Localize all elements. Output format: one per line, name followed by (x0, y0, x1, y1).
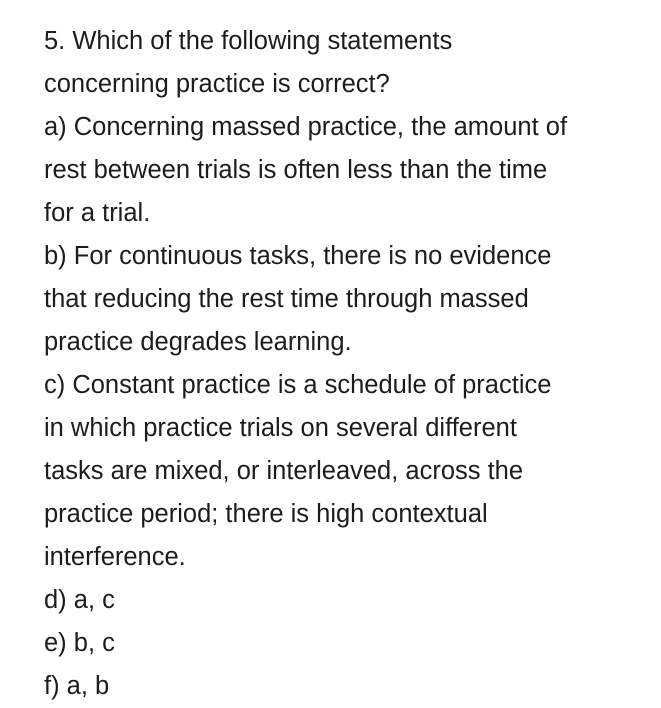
option-d: d) a, c (44, 586, 115, 614)
option-a-line-2: rest between trials is often less than the time (44, 156, 548, 184)
option-a-line-1: a) Concerning massed practice, the amount of (44, 113, 568, 141)
question-text (44, 20, 659, 708)
option-c-line-2: in which practice trials on several different (44, 414, 517, 442)
option-c-line-1: c) Constant practice is a schedule of practice (44, 371, 552, 399)
option-c-line-3: tasks are mixed, or interleaved, across the (44, 457, 524, 485)
option-b-line-2: that reducing the rest time through massed (44, 285, 529, 313)
option-f: f) a, b (44, 672, 110, 700)
question-stem-line-2: concerning practice is correct? (44, 70, 390, 98)
option-c-line-5: interference. (44, 543, 186, 571)
option-b-line-3: practice degrades learning. (44, 328, 352, 356)
option-c-line-4: practice period; there is high contextual (44, 500, 488, 528)
option-b-line-1: b) For continuous tasks, there is no evidence (44, 242, 552, 270)
option-e: e) b, c (44, 629, 115, 657)
question-stem-line-1: 5. Which of the following statements (44, 27, 453, 55)
option-a-line-3: for a trial. (44, 199, 151, 227)
